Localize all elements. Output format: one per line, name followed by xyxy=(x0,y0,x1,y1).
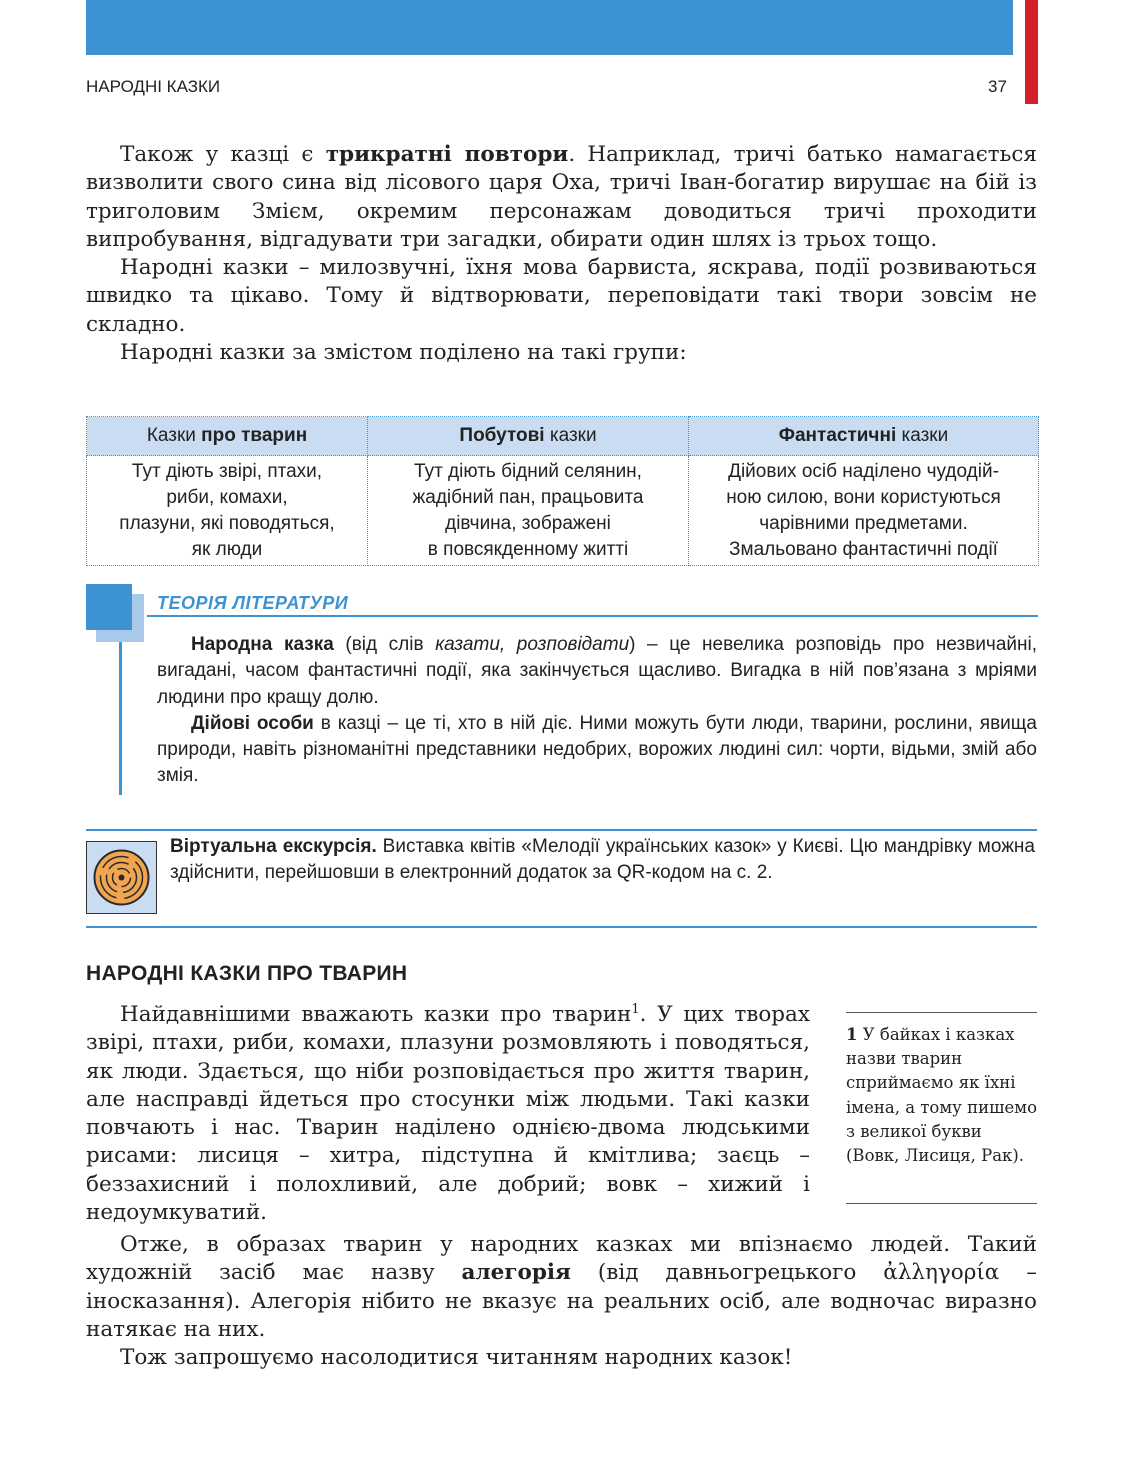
theory-title-rule xyxy=(147,615,1038,617)
cell-everyday-tales: Тут діють бідний селянин, жадібний пан, працьовита дівчина, зображені в повсякденному житті xyxy=(368,456,689,566)
page-edge-marker xyxy=(1025,0,1038,104)
cell-fantastic-tales: Дійових осіб наділено чудодій- ною силою, вони користуються чарівними предметами. Змальовано фантастичні події xyxy=(689,456,1039,566)
theory-paragraph-1: Народна казка (від слів казати, розповідати) – це невелика розповідь про незвичайні, вигадані, часом фантастичні події, яка закінчується щасливо. Вигадка в ній пов’язана з мріями людини про кращу долю. xyxy=(157,634,1038,708)
section-text-narrow xyxy=(86,1001,810,1227)
theory-vertical-rule xyxy=(119,642,122,795)
theory-box xyxy=(157,632,1037,790)
theory-paragraph-2: Дійові особи в казці – це ті, хто в ній діє. Ними можуть бути люди, тварини, рослини, явища природи, навіть різноманітні представники недобрих, ворожих людині сил: чорти, відьми, змій або змія. xyxy=(157,712,1037,787)
table-row xyxy=(87,456,1039,566)
running-title: НАРОДНІ КАЗКИ xyxy=(86,77,221,96)
section-paragraph-2: Отже, в образах тварин у народних казках ми впізнаємо людей. Такий художній засіб має назву алегорія (від давньогрецького ἀλληγορία – іносказання). Алегорія нібито не вказує на реальних осіб, але водночас виразно натякає на них. xyxy=(86,1232,1037,1342)
section-text-wide xyxy=(86,1231,1037,1372)
page-number: 37 xyxy=(988,77,1007,96)
theory-decor-square xyxy=(86,584,132,630)
intro-paragraph-3: Народні казки за змістом поділено на такі групи: xyxy=(120,340,687,366)
header-color-bar xyxy=(86,0,1013,55)
excursion-bottom-rule xyxy=(86,926,1037,928)
disc-icon xyxy=(86,841,157,914)
excursion-text: Віртуальна екскурсія. Виставка квітів «Мелодії українських казок» у Києві. Цю мандрівку можна здійснити, перейшовши в електронний додаток за QR-кодом на с. 2. xyxy=(170,836,1035,884)
intro-text xyxy=(86,141,1037,367)
excursion-top-rule xyxy=(86,829,1037,831)
header-everyday-tales: Побутові казки xyxy=(368,417,689,456)
cell-animal-tales: Тут діють звірі, птахи, риби, комахи, плазуни, які поводяться, як люди xyxy=(87,456,368,566)
intro-paragraph-2: Народні казки – милозвучні, їхня мова барвиста, яскрава, події розвиваються швидко та цікаво. Тому й відтворювати, переповідати такі твори зовсім не складно. xyxy=(86,255,1037,337)
section-paragraph-1: Найдавнішими вважають казки про тварин$^1$. У цих творах звірі, птахи, риби, комахи, плазуни розмовляють і поводяться, як люди. Здається, що ніби розповідається про життя тварин, але насправді йдеться про стосунки між людьми. Такі казки повчають і нас. Тварин наділено однією-двома людськими рисами: лисиця – хитра, підступна й кмітлива; заєць – беззахисний і полохливий, але добрий; вовк – хижий і недоумкуватий. xyxy=(86,1001,810,1226)
section-heading: НАРОДНІ КАЗКИ ПРО ТВАРИН xyxy=(86,962,408,985)
table-header-row xyxy=(87,417,1039,456)
tale-groups-table xyxy=(86,416,1039,566)
header-animal-tales: Казки про тварин xyxy=(87,417,368,456)
footnote-ref: 1 xyxy=(631,1001,640,1017)
theory-title: ТЕОРІЯ ЛІТЕРАТУРИ xyxy=(157,593,349,613)
intro-paragraph-1: Також у казці є трикратні повтори. Наприклад, тричі батько намагається визволити свого сина від лісового царя Оха, тричі Іван-богатир вирушає на бій із триголовим Змієм, окремим персонажам доводиться тричі проходити випробування, відгадувати три загадки, обирати один шлях із трьох тощо. xyxy=(86,142,1037,252)
footnote-bottom-rule xyxy=(846,1203,1037,1204)
section-paragraph-3: Тож запрошуємо насолодитися читанням народних казок! xyxy=(120,1345,793,1371)
footnote: 1 У байках і казках назви тварин сприймаємо як їхні імена, а тому пишемо з великої букви (Вовк, Лисиця, Рак). xyxy=(846,1025,1037,1166)
footnote-top-rule xyxy=(846,1012,1037,1013)
header-fantastic-tales: Фантастичні казки xyxy=(689,417,1039,456)
